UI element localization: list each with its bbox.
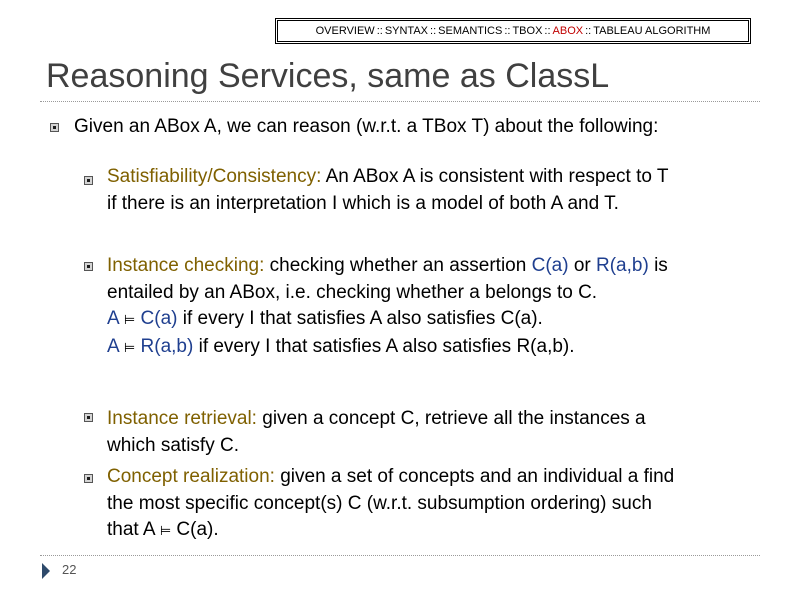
- instance-retrieval-item: [107, 406, 777, 459]
- bullet-icon: [50, 123, 59, 132]
- connector-text: or: [568, 255, 596, 276]
- nav-separator: ::: [430, 25, 437, 37]
- nav-item-syntax[interactable]: SYNTAX: [384, 25, 429, 37]
- bullet-icon: [84, 262, 93, 271]
- instance-retrieval-text-cont: which satisfy C.: [107, 434, 239, 456]
- nav-item-semantics[interactable]: SEMANTICS: [438, 25, 503, 37]
- satisfiability-text: An ABox A is consistent with respect to T: [321, 166, 669, 187]
- nav-item-overview[interactable]: OVERVIEW: [315, 25, 375, 37]
- page-number: 22: [62, 562, 77, 577]
- instance-retrieval-term: Instance retrieval:: [107, 408, 257, 429]
- concept-realization-item: [107, 464, 777, 545]
- instance-checking-item: [107, 253, 777, 361]
- nav-item-tableau-algorithm[interactable]: TABLEAU ALGORITHM: [593, 25, 711, 37]
- concept-realization-text-cont: the most specific concept(s) C (w.r.t. subsumption ordering) such: [107, 492, 652, 514]
- role-assertion: R(a,b): [596, 255, 649, 276]
- concept-realization-text: given a set of concepts and an individual a find: [274, 466, 675, 487]
- bullet-icon: [84, 474, 93, 483]
- instance-checking-term: Instance checking:: [107, 255, 265, 276]
- triangle-arrow-icon: [42, 563, 50, 579]
- entailment-definition: if every I that satisfies A also satisfies C(a).: [177, 308, 543, 329]
- connector-text: is: [648, 255, 668, 276]
- section-nav: [277, 20, 749, 42]
- bullet-icon: [84, 176, 93, 185]
- satisfiability-item: [107, 164, 777, 217]
- concept-assertion: C(a): [531, 255, 569, 276]
- nav-separator: ::: [585, 25, 592, 37]
- concept-realization-text-end: that A: [107, 519, 160, 540]
- bullet-icon: [84, 413, 93, 422]
- satisfiability-text-cont: if there is an interpretation I which is a model of both A and T.: [107, 192, 619, 214]
- role-assertion: R(a,b): [140, 335, 194, 357]
- abox-symbol: A: [107, 335, 119, 357]
- abox-symbol: A: [107, 308, 119, 329]
- entails-symbol: ⊨: [123, 339, 136, 355]
- footer-divider: [40, 555, 760, 556]
- nav-separator: ::: [376, 25, 383, 37]
- entails-symbol: ⊨: [123, 312, 136, 327]
- entails-symbol: ⊨: [159, 523, 172, 538]
- slide-title: Reasoning Services, same as ClassL: [46, 57, 610, 95]
- entailment-definition: if every I that satisfies A also satisfies R(a,b).: [193, 335, 575, 357]
- concept-assertion: C(a): [140, 308, 178, 329]
- instance-retrieval-text: given a concept C, retrieve all the instances a: [256, 408, 646, 429]
- concept-realization-term: Concept realization:: [107, 466, 275, 487]
- nav-item-tbox[interactable]: TBOX: [512, 25, 543, 37]
- instance-checking-text-cont: entailed by an ABox, i.e. checking whether a belongs to C.: [107, 281, 598, 303]
- satisfiability-term: Satisfiability/Consistency:: [107, 166, 322, 187]
- main-bullet-text: Given an ABox A, we can reason (w.r.t. a TBox T) about the following:: [74, 116, 659, 137]
- nav-separator: ::: [544, 25, 551, 37]
- instance-checking-text: checking whether an assertion: [264, 255, 532, 276]
- nav-item-abox[interactable]: ABOX: [552, 25, 584, 37]
- title-divider: [40, 101, 760, 102]
- nav-separator: ::: [504, 25, 511, 37]
- concept-realization-text-end: C(a).: [171, 519, 219, 540]
